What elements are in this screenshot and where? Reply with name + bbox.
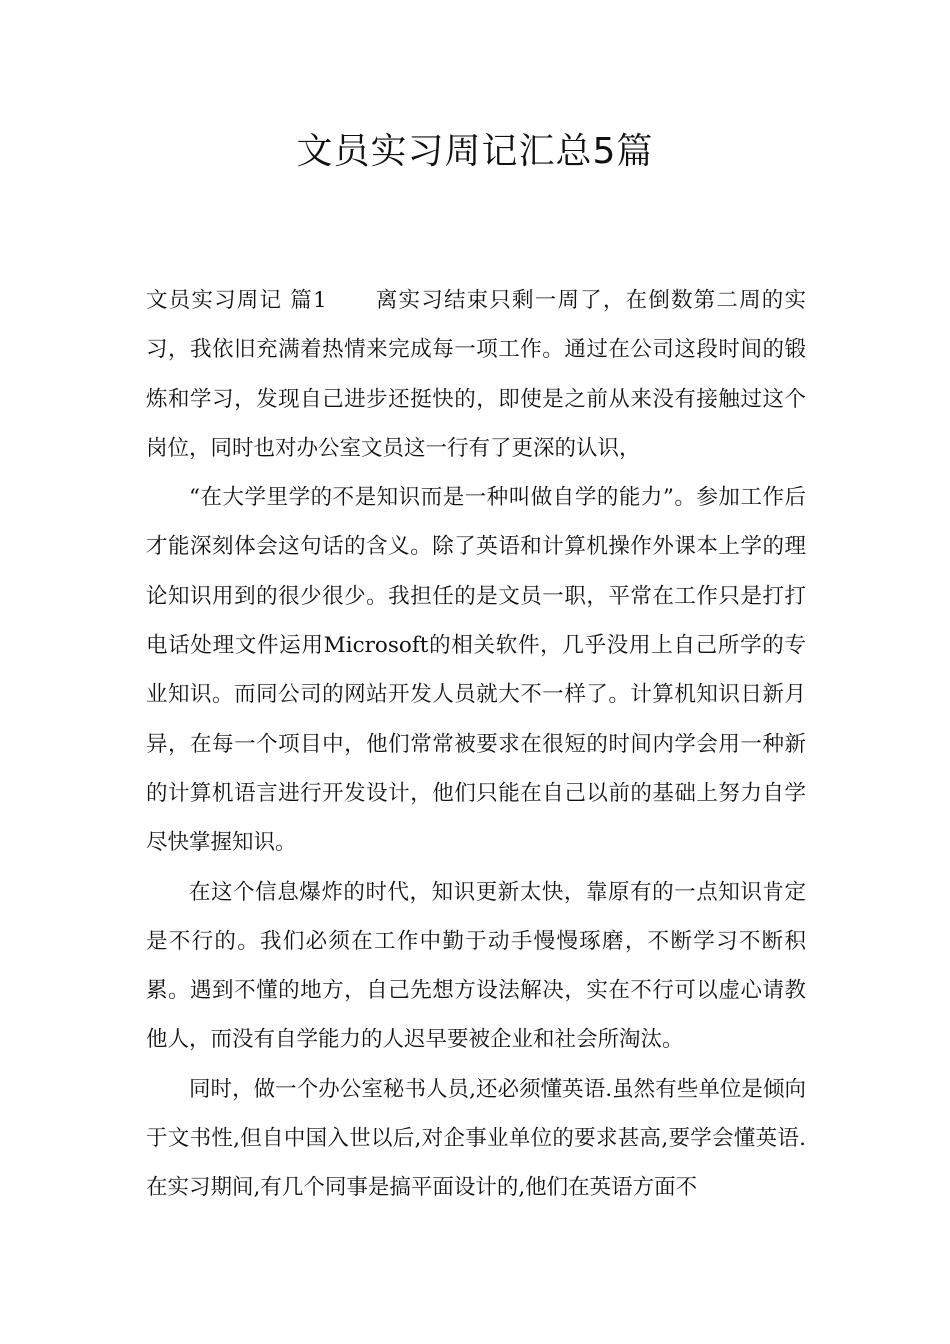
paragraph-4: 同时，做一个办公室秘书人员,还必须懂英语.虽然有些单位是倾向于文书性,但自中国入世以后,对企事业单位的要求甚高,要学会懂英语.在实习期间,有几个同事是搞平面设计的,他们在英语方面不 [146,1076,806,1201]
section-label: 文员实习周记 篇1 [146,288,327,313]
paragraph-1 [146,276,806,473]
document-body [146,276,806,1213]
paragraph-2: “在大学里学的不是知识而是一种叫做自学的能力”。参加工作后才能深刻体会这句话的含义。除了英语和计算机操作外课本上学的理论知识用到的很少很少。我担任的是文员一职，平常在工作只是打打电话处理文件运用Microsoft的相关软件，几乎没用上自己所学的专业知识。而同公司的网站开发人员就大不一样了。计算机知识日新月异，在每一个项目中，他们常常被要求在很短的时间内学会用一种新的计算机语言进行开发设计，他们只能在自己以前的基础上努力自学尽快掌握知识。 [146,485,806,856]
document-title: 文员实习周记汇总5篇 [296,131,654,172]
paragraph-3: 在这个信息爆炸的时代，知识更新太快，靠原有的一点知识肯定是不行的。我们必须在工作中勤于动手慢慢琢磨，不断学习不断积累。遇到不懂的地方，自己先想方设法解决，实在不行可以虚心请教他人，而没有自学能力的人迟早要被企业和社会所淘汰。 [146,879,806,1053]
paragraph-1-text: 离实习结束只剩一周了，在倒数第二周的实习，我依旧充满着热情来完成每一项工作。通过在公司这段时间的锻炼和学习，发现自己进步还挺快的，即使是之前从来没有接触过这个岗位，同时也对办公室文员这一行有了更深的认识， [146,288,806,461]
